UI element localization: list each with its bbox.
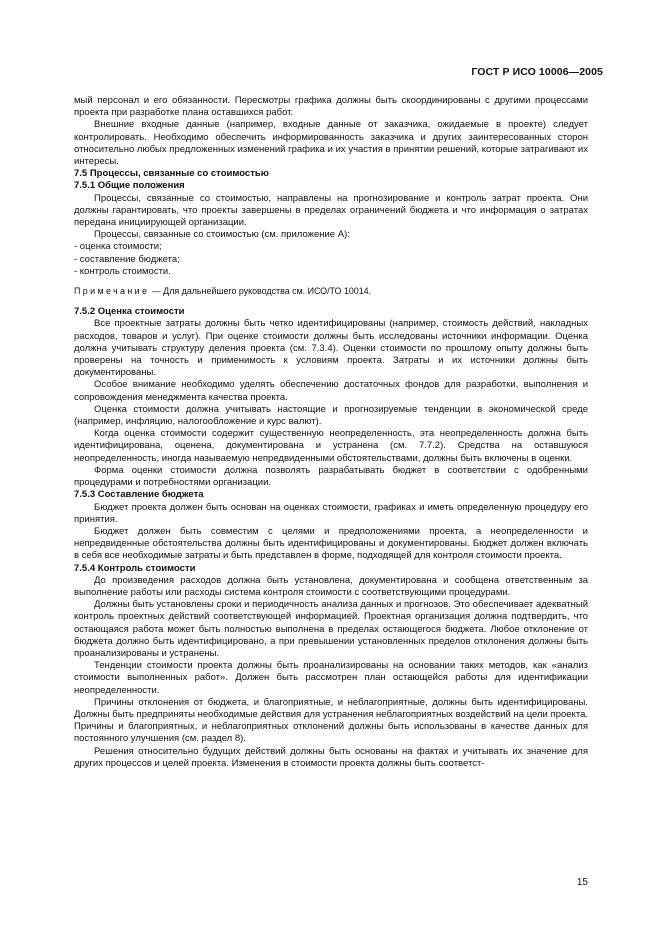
note-paragraph xyxy=(74,285,588,297)
document-header: ГОСТ Р ИСО 10006—2005 xyxy=(471,66,603,78)
body-paragraph: Тенденции стоимости проекта должны быть проанализированы на основании таких методов, как «анализ стоимости выполненных работ». Должен быть рассмотрен план остающейся работы для идентификации неопределенности. xyxy=(74,660,588,696)
body-paragraph: Когда оценка стоимости содержит существенную неопределенность, эта неопределенность должна быть идентифицирована, оценена, документирована и устранена (см. 7.7.2). Средства на оставшуюся неопределенность, иногда называемую непредвиденными обстоятельствами, должны быть включены в оценки. xyxy=(74,428,588,464)
section-heading: 7.5.2 Оценка стоимости xyxy=(74,306,185,318)
body-paragraph: Процессы, связанные со стоимостью, направлены на прогнозирование и контроль затрат проекта. Они должны гарантировать, что проекты завершены в пределах ограничений бюджета и что информация о затратах передана инициирующей организации. xyxy=(74,192,588,229)
note-label: Примечание xyxy=(74,286,150,297)
section-heading: 7.5.1 Общие положения xyxy=(74,180,185,192)
list-item: - составление бюджета; xyxy=(74,253,180,265)
section-heading: 7.5.3 Составление бюджета xyxy=(74,489,204,501)
list-item: - оценка стоимости; xyxy=(74,241,162,253)
body-paragraph: Особое внимание необходимо уделять обеспечению достаточных фондов для разработки, выполнения и сопровождения менеджмента качества проекта. xyxy=(74,379,588,403)
body-paragraph: Процессы, связанные со стоимостью (см. приложение А): xyxy=(94,229,350,241)
document-body xyxy=(74,95,588,770)
body-paragraph: Оценка стоимости должна учитывать настоящие и прогнозируемые тенденции в экономической среде (например, инфляцию, налогообложение и курс валют). xyxy=(74,403,588,428)
section-heading: 7.5.4 Контроль стоимости xyxy=(74,562,196,574)
page-number: 15 xyxy=(576,877,588,888)
section-heading: 7.5 Процессы, связанные со стоимостью xyxy=(74,168,269,180)
body-paragraph: Все проектные затраты должны быть четко идентифицированы (например, стоимость действий, накладных расходов, товаров и услуг). При оценке стоимости должны быть исследованы источники информации. Оценка должна учитывать структуру деления проекта (см. 7.3.4). Оценки стоимости по прошлому опыту должны быть проверены на точность и применимость к условиям проекта. Затраты и их источники должны быть документированы. xyxy=(74,318,588,379)
body-paragraph: Форма оценки стоимости должна позволять разрабатывать бюджет в соответствии с одобренными процедурами и потребностями организации. xyxy=(74,464,588,489)
body-paragraph: До произведения расходов должна быть установлена, документирована и сообщена ответственным за выполнение работы или расходы система контроля стоимости с соответствующими процедурами. xyxy=(74,574,588,598)
list-item: - контроль стоимости. xyxy=(74,265,171,277)
body-paragraph: Решения относительно будущих действий должны быть основаны на фактах и учитывать их значение для других процессов и целей проекта. Изменения в стоимости проекта должны быть соответст- xyxy=(74,745,588,769)
body-paragraph: Бюджет должен быть совместим с целями и предположениями проекта, а неопределенности и непредвиденные обстоятельства должны быть идентифицированы и документированы. Бюджет должен включать в себя все необходимые затраты и быть представлен в форме, подходящей для контроля стоимости проекта. xyxy=(74,525,588,562)
body-paragraph: мый персонал и его обязанности. Пересмотры графика должны быть скоординированы с другими процессами проекта при разработке плана оставшихся работ. xyxy=(74,95,588,119)
body-paragraph: Причины отклонения от бюджета, и благоприятные, и неблагоприятные, должны быть идентифицированы. Должны быть предприняты необходимые действия для устранения неблагоприятных воздействий на цели проекта. Причины и благоприятных, и неблагоприятных отклонений должны быть использованы в качестве данных для постоянного улучшения (см. раздел 8). xyxy=(74,696,588,745)
body-paragraph: Должны быть установлены сроки и периодичность анализа данных и прогнозов. Это обеспечивает адекватный контроль проектных действий соответствующей информацией. Проектная организация должна подтвердить, что остающаяся работа может быть полностью выполнена в пределах остающегося бюджета. Любое отклонение от бюджета должно быть идентифицировано, а при превышении установленных пределов отклонения должны быть проанализированы и устранены. xyxy=(74,599,588,659)
note-text: — Для дальнейшего руководства см. ИСО/ТО 10014. xyxy=(149,286,372,297)
body-paragraph: Бюджет проекта должен быть основан на оценках стоимости, графиках и иметь определенную процедуру его принятия. xyxy=(74,501,588,525)
body-paragraph: Внешние входные данные (например, входные данные от заказчика, ожидаемые в проекте) следует контролировать. Необходимо обеспечить информированность заказчика и других заинтересованных сторон относительно любых предложенных изменений графика и их участия в принятии решений, которые затрагивают их интересы. xyxy=(74,119,588,168)
